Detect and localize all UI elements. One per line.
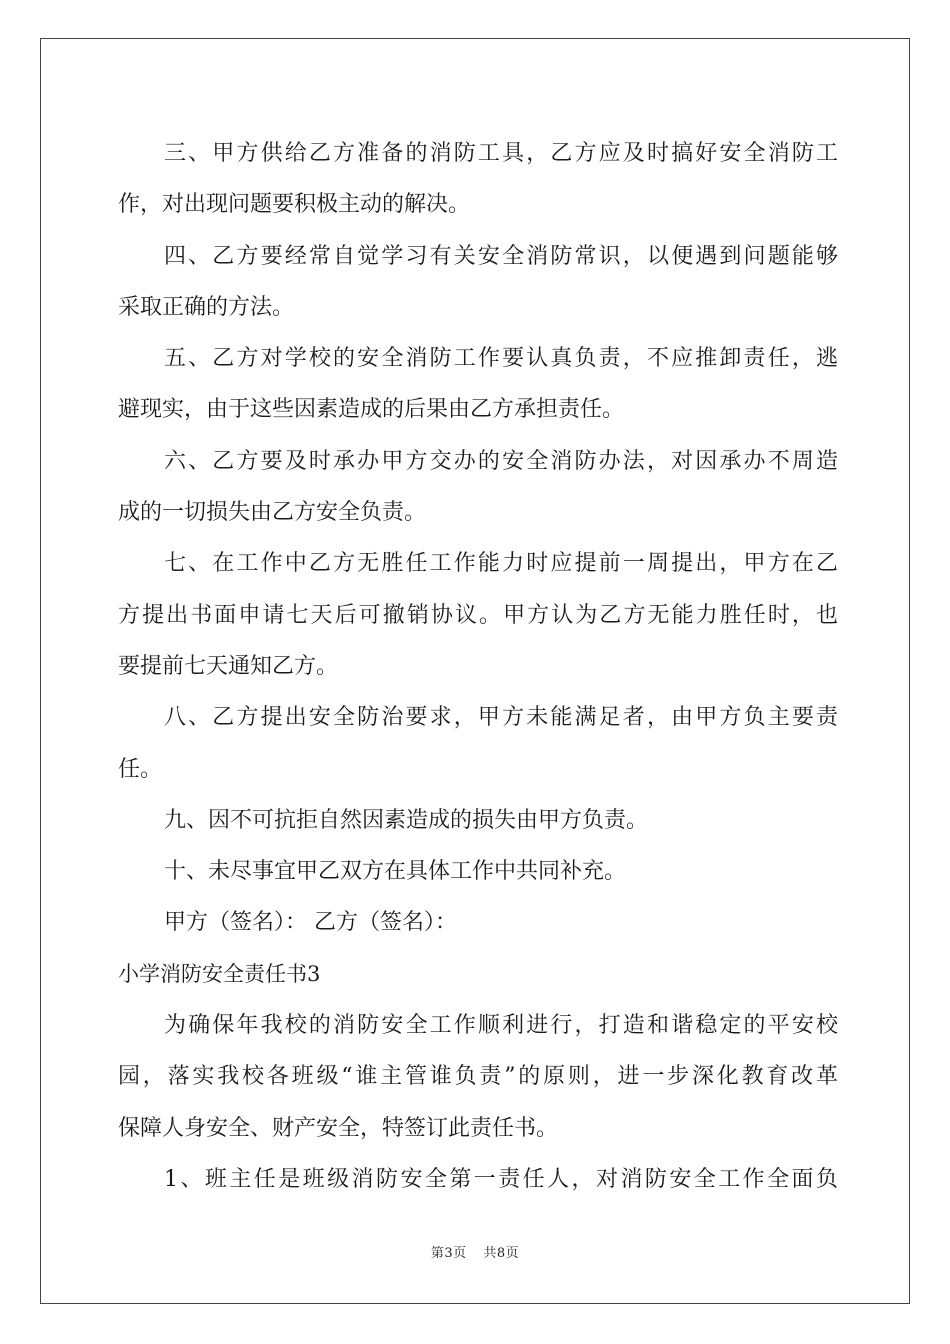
page-total: 共8页: [483, 1246, 520, 1261]
text-line: 为确保年我校的消防安全工作顺利进行，打造和谐稳定的平安校: [164, 1013, 838, 1039]
text-line: 十、未尽事宜甲乙双方在具体工作中共同补充。: [164, 859, 627, 885]
text-line: 任。: [118, 756, 163, 782]
text-line: 九、因不可抗拒自然因素造成的损失由甲方负责。: [164, 807, 649, 833]
text-line: 方提出书面申请七天后可撤销协议。甲方认为乙方无能力胜任时，也: [118, 602, 838, 628]
document-body: [118, 128, 838, 1205]
text-line: 园，落实我校各班级“谁主管谁负责”的原则，进一步深化教育改革: [118, 1064, 838, 1090]
page-footer: [0, 1242, 950, 1261]
text-line: 采取正确的方法。: [118, 294, 295, 320]
text-line: 甲方（签名）： 乙方（签名）：: [164, 910, 457, 936]
text-line: 七、在工作中乙方无胜任工作能力时应提前一周提出，甲方在乙: [164, 551, 838, 577]
section-heading: 小学消防安全责任书3: [118, 961, 321, 986]
text-line: 五、乙方对学校的安全消防工作要认真负责，不应推卸责任，逃: [164, 346, 838, 372]
text-line: 作，对出现问题要积极主动的解决。: [118, 192, 471, 218]
text-line: 成的一切损失由乙方安全负责。: [118, 500, 427, 526]
text-line: 六、乙方要及时承办甲方交办的安全消防办法，对因承办不周造: [164, 448, 838, 474]
text-line: 避现实，由于这些因素造成的后果由乙方承担责任。: [118, 397, 625, 423]
text-line: 1、班主任是班级消防安全第一责任人，对消防安全工作全面负: [164, 1166, 838, 1192]
text-line: 要提前七天通知乙方。: [118, 653, 339, 679]
page-number: 第3页: [430, 1246, 467, 1261]
text-line: 三、甲方供给乙方准备的消防工具，乙方应及时搞好安全消防工: [164, 141, 838, 166]
text-line: 保障人身安全、财产安全，特签订此责任书。: [118, 1115, 559, 1141]
text-line: 四、乙方要经常自觉学习有关安全消防常识，以便遇到问题能够: [164, 243, 838, 269]
text-line: 八、乙方提出安全防治要求，甲方未能满足者，由甲方负主要责: [164, 705, 838, 731]
